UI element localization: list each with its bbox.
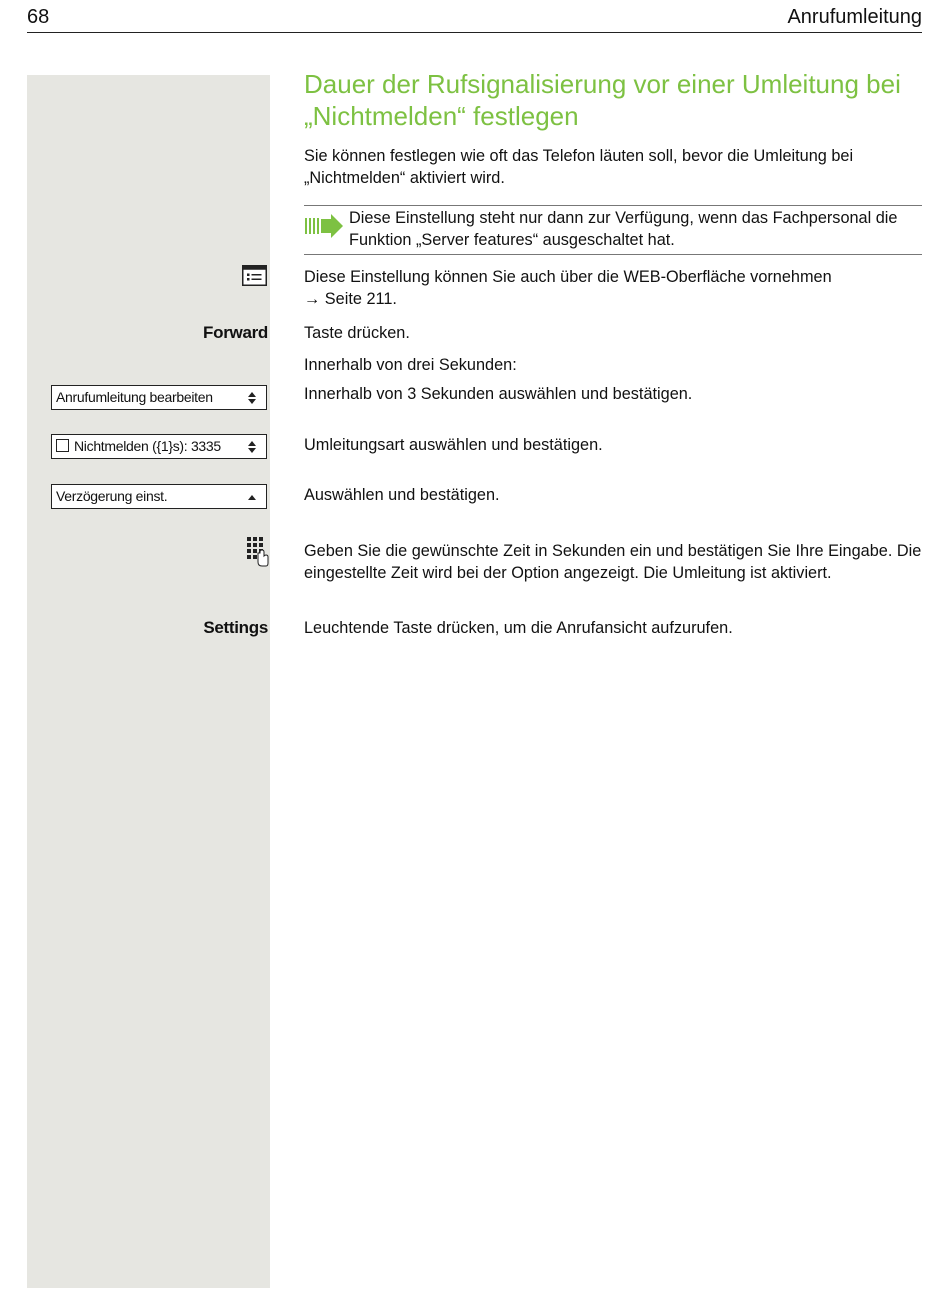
menu2-step-text: Umleitungsart auswählen und bestätigen. xyxy=(304,436,603,454)
web-step-ref: → Seite 211. xyxy=(304,289,397,308)
chapter-title: Anrufumleitung xyxy=(787,6,922,28)
settings-step-text: Leuchtende Taste drücken, um die Anrufansicht aufzurufen. xyxy=(304,619,733,637)
web-interface-icon xyxy=(242,265,267,286)
menu-label: Anrufumleitung bearbeiten xyxy=(56,389,213,405)
menu-anrufumleitung-bearbeiten[interactable] xyxy=(51,385,267,410)
note-box xyxy=(304,205,922,255)
checkbox-icon xyxy=(56,439,69,452)
web-step-text xyxy=(304,267,924,310)
within-text: Innerhalb von drei Sekunden: xyxy=(304,356,517,374)
page-number: 68 xyxy=(27,6,50,28)
menu3-step-text: Auswählen und bestätigen. xyxy=(304,486,500,504)
intro-text: Sie können festlegen wie oft das Telefon läuten soll, bevor die Umleitung bei „Nichtmelden“ aktiviert wird. xyxy=(304,147,854,187)
note-text: Diese Einstellung steht nur dann zur Verfügung, wenn das Fachpersonal die Funktion „Server features“ ausgeschaltet hat. xyxy=(349,209,898,249)
up-down-arrow-icon xyxy=(248,441,256,453)
section-title: Dauer der Rufsignalisierung vor einer Umleitung bei „Nichtmelden“ festlegen xyxy=(304,69,901,131)
up-down-arrow-icon xyxy=(248,392,256,404)
header-rule xyxy=(27,32,922,33)
keypad-step-text: Geben Sie die gewünschte Zeit in Sekunden ein und bestätigen Sie Ihre Eingabe. Die eingestellte Zeit wird bei der Option angezeigt. Die Umleitung ist aktiviert. xyxy=(304,542,922,582)
menu-verzoegerung-einst[interactable] xyxy=(51,484,267,509)
note-arrow-icon xyxy=(304,214,344,238)
menu-label-text: Nichtmelden ({1}s): 3335 xyxy=(74,438,221,454)
menu-label: Verzögerung einst. xyxy=(56,488,168,504)
menu-label xyxy=(56,438,221,454)
settings-key[interactable]: Settings xyxy=(203,618,268,637)
forward-key[interactable]: Forward xyxy=(203,323,268,342)
sidebar xyxy=(27,75,270,1288)
forward-step-text: Taste drücken. xyxy=(304,324,410,342)
web-step-main: Diese Einstellung können Sie auch über die WEB-Oberfläche vornehmen xyxy=(304,268,832,286)
menu1-step-text: Innerhalb von 3 Sekunden auswählen und bestätigen. xyxy=(304,385,693,403)
menu-nichtmelden[interactable] xyxy=(51,434,267,459)
keypad-icon xyxy=(247,537,269,567)
up-arrow-icon xyxy=(248,493,256,505)
